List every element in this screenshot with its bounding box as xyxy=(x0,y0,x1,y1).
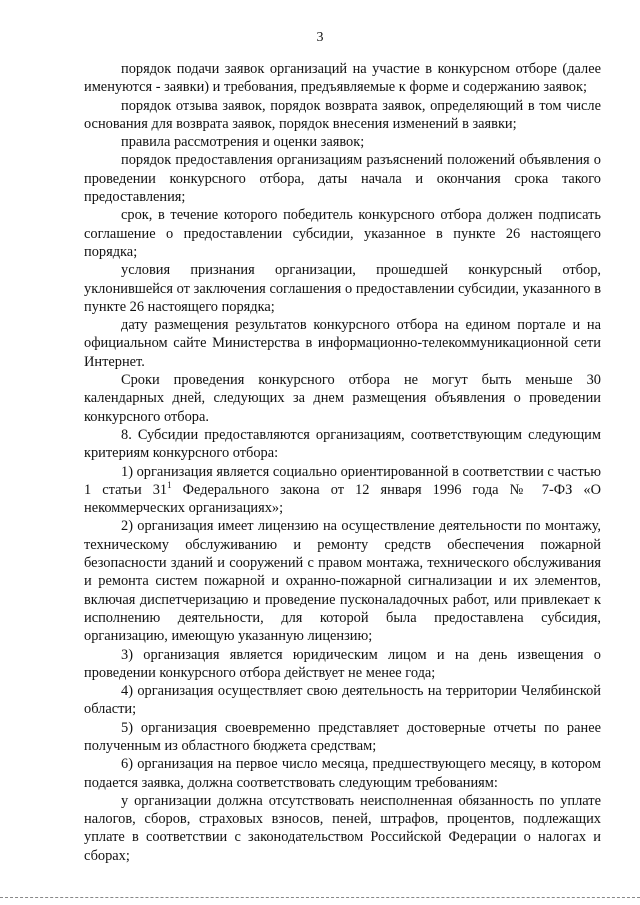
paragraph: порядок предоставления организациям разъяснений положений объявления о проведении конкурсного отбора, даты начала и окончания срока такого предоставления; xyxy=(84,152,601,206)
paragraph: порядок подачи заявок организаций на участие в конкурсном отборе (далее именуются - заявки) и требования, предъявляемые к форме и содержанию заявок; xyxy=(84,61,601,96)
paragraph: 4) организация осуществляет свою деятельность на территории Челябинской области; xyxy=(84,683,601,718)
document-body xyxy=(84,60,601,865)
paragraph: дату размещения результатов конкурсного отбора на едином портале и на официальном сайте Министерства в информационно-телекоммуникационной сети Интернет. xyxy=(84,317,601,370)
paragraph: 5) организация своевременно представляет достоверные отчеты по ранее полученным из областного бюджета средствам; xyxy=(84,719,601,754)
page-bottom-divider xyxy=(0,897,640,898)
item-1-text-rest: Федерального закона от 12 января 1996 года № 7-ФЗ «О некоммерческих организациях»; xyxy=(84,481,602,517)
paragraph: у организации должна отсутствовать неисполненная обязанность по уплате налогов, сборов, страховых взносов, пеней, штрафов, процентов, подлежащих уплате в соответствии с законодательством Российской Федерации о налогах и сборах; xyxy=(84,792,601,864)
paragraph: правила рассмотрения и оценки заявок; xyxy=(121,134,365,151)
paragraph: порядок отзыва заявок, порядок возврата заявок, определяющий в том числе основания для возврата заявок, порядок внесения изменений в заявки; xyxy=(84,97,601,132)
paragraph: 8. Субсидии предоставляются организациям, соответствующим следующим критериям конкурсного отбора: xyxy=(84,426,601,462)
paragraph: срок, в течение которого победитель конкурсного отбора должен подписать соглашение о предоставлении субсидии, указанное в пункте 26 настоящего порядка; xyxy=(84,207,601,260)
paragraph: Сроки проведения конкурсного отбора не могут быть меньше 30 календарных дней, следующих за днем размещения объявления о проведении конкурсного отбора. xyxy=(84,372,601,425)
item-1-text: 1) организация является социально ориентированной в соответствии с частью 1 статьи 31 xyxy=(84,463,601,498)
superscript: 1 xyxy=(167,480,172,491)
paragraph: 2) организация имеет лицензию на осуществление деятельности по монтажу, техническому обслуживанию и ремонту средств обеспечения пожарной безопасности зданий и сооружений с правом монтажа, технического обслуживания и ремонта систем пожарной и охранно-пожарной сигнализации и их элементов, включая диспетчеризацию и проведение пусконаладочных работ, или привлекает к исполнению деятельности, для которой была предоставлена субсидия, организацию, имеющую указанную лицензию; xyxy=(84,518,601,645)
paragraph: условия признания организации, прошедшей конкурсный отбор, уклонившейся от заключения соглашения о предоставлении субсидии, указанного в пункте 26 настоящего порядка; xyxy=(84,262,601,315)
paragraph-item-1 xyxy=(84,463,601,518)
page-number: 3 xyxy=(316,30,324,45)
paragraph: 6) организация на первое число месяца, предшествующего месяцу, в котором подается заявка, должна соответствовать следующим требованиям: xyxy=(84,756,601,791)
paragraph: 3) организация является юридическим лицом и на день извещения о проведении конкурсного отбора действует не менее года; xyxy=(84,646,601,681)
